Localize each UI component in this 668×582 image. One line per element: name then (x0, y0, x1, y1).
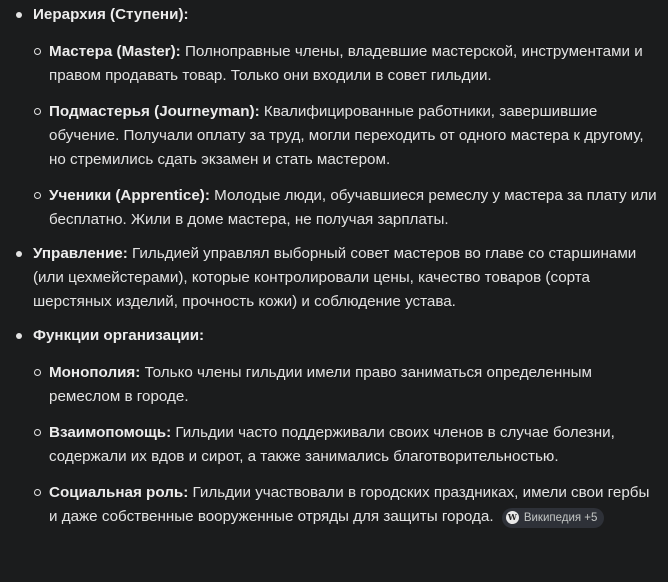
source-chip-label: Википедия +5 (523, 511, 598, 524)
item-label: Подмастерья (Journeyman): (49, 103, 260, 120)
source-chip[interactable] (502, 508, 605, 528)
item-text: Квалифицированные работники, завершившие обучение. Получали оплату за труд, могли переходить от одного мастера к другому, но стремились сдать экзамен и стать мастером. (49, 103, 644, 168)
item-label: Социальная роль: (49, 484, 189, 501)
item-label: Функции организации: (33, 327, 205, 344)
list-item-mutual-aid (33, 421, 660, 469)
sub-list-hierarchy (33, 40, 660, 232)
list-item-journeymen (33, 100, 660, 172)
list-item-apprentices (33, 184, 660, 232)
list-item-hierarchy (0, 3, 668, 232)
item-text: Гильдии участвовали в городских праздниках, имели свои гербы и даже собственные вооруженные отряды для защиты города. (49, 484, 650, 525)
item-text: Полноправные члены, владевшие мастерской, инструментами и правом продавать товар. Только они входили в совет гильдии. (49, 43, 643, 84)
list-item-social-role (33, 481, 660, 529)
item-text: Гильдии часто поддерживали своих членов в случае болезни, содержали их вдов и сирот, а также занимались благотворительностью. (49, 424, 615, 465)
response-content (0, 3, 668, 539)
item-label: Монополия: (49, 364, 141, 381)
item-label: Управление: (33, 245, 128, 262)
list-item-monopoly (33, 361, 660, 409)
item-text: Молодые люди, обучавшиеся ремеслу у мастера за плату или бесплатно. Жили в доме мастера, не получая зарплаты. (49, 187, 657, 228)
item-label: Мастера (Master): (49, 43, 181, 60)
bullet-list (0, 3, 668, 529)
item-label: Ученики (Apprentice): (49, 187, 210, 204)
item-label: Иерархия (Ступени): (33, 6, 189, 23)
item-text: Гильдией управлял выборный совет мастеров во главе со старшинами (или цехмейстерами), которые контролировали цены, качество товаров (сорта шерстяных изделий, прочность кожи) и соблюдение устава. (33, 245, 637, 310)
sub-list-functions (33, 361, 660, 529)
list-item-functions (0, 324, 668, 529)
item-text: Только члены гильдии имели право заниматься определенным ремеслом в городе. (49, 364, 592, 405)
item-label: Взаимопомощь: (49, 424, 172, 441)
list-item-governance (0, 242, 668, 314)
wikipedia-icon: W (506, 511, 519, 524)
list-item-masters (33, 40, 660, 88)
